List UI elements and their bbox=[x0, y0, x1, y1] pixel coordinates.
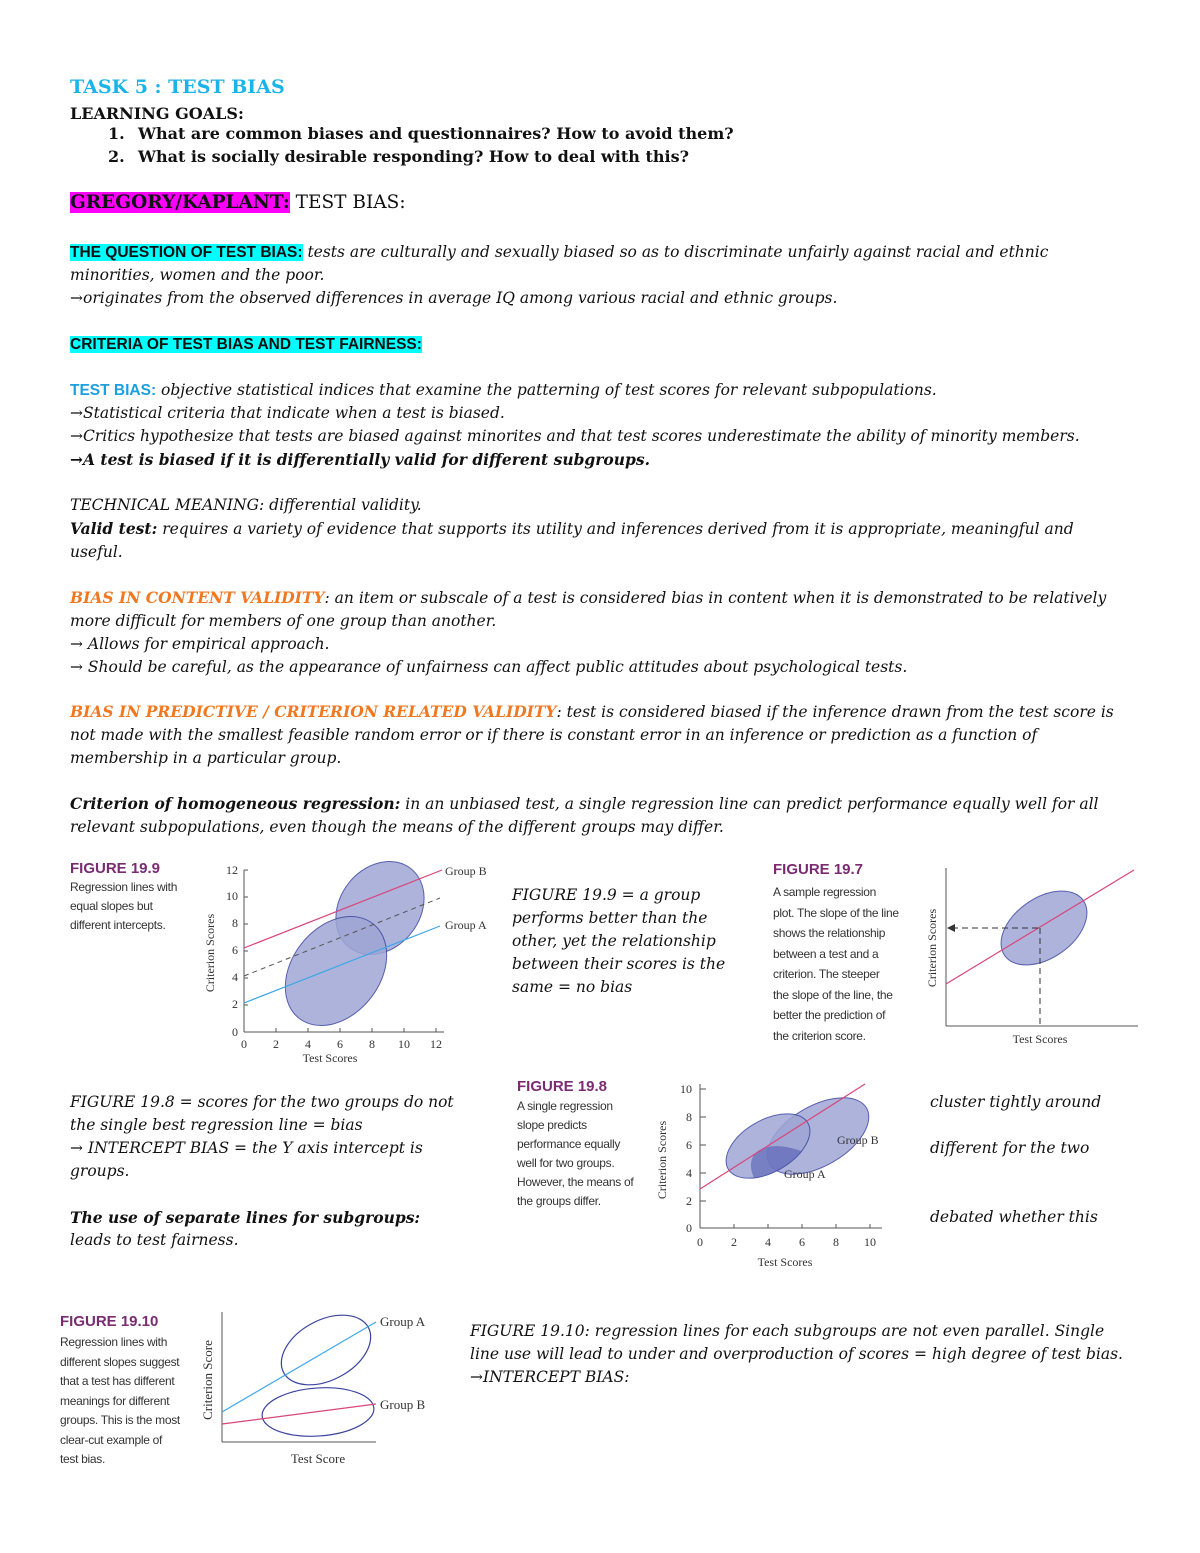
group-a-line bbox=[222, 1322, 376, 1412]
x-tick: 12 bbox=[430, 1037, 442, 1051]
test-bias-heading: TEST BIAS: bbox=[70, 382, 157, 399]
x-tick: 0 bbox=[241, 1037, 247, 1051]
fig198-note-right-2: different for the two bbox=[930, 1139, 1090, 1157]
x-tick: 2 bbox=[273, 1037, 279, 1051]
section-highlight: GREGORY/KAPLANT: bbox=[70, 192, 290, 213]
fig198-note-left: FIGURE 19.8 = scores for the two groups do not the single best regression line = bias → INTERCEPT BIAS = the Y axis intercept is groups. bbox=[70, 1093, 454, 1180]
group-a-label: Group A bbox=[445, 918, 487, 932]
question-paragraph: THE QUESTION OF TEST BIAS: tests are culturally and sexually biased so as to discriminate unfairly against racial and ethnic minorities, women and the poor. →originates from the observed differences in average IQ among various racial and ethnic groups. bbox=[70, 243, 1049, 307]
predictive-paragraph: BIAS IN PREDICTIVE / CRITERION RELATED VALIDITY: test is considered biased if the inference drawn from the test score is not made with the smallest feasible random error or if there is constant error in an inference or prediction as a function of membership in a particular group. bbox=[70, 702, 1114, 767]
group-b-label: Group B bbox=[380, 1397, 426, 1412]
section-heading: GREGORY/KAPLANT: TEST BIAS: bbox=[70, 192, 406, 213]
y-tick: 10 bbox=[680, 1082, 692, 1096]
content-validity-heading: BIAS IN CONTENT VALIDITY bbox=[70, 588, 325, 607]
x-tick: 4 bbox=[765, 1235, 771, 1249]
y-tick: 6 bbox=[232, 943, 238, 957]
y-tick: 4 bbox=[232, 970, 238, 984]
x-axis-label: Test Scores bbox=[302, 1051, 358, 1065]
y-tick: 4 bbox=[686, 1166, 692, 1180]
y-tick: 2 bbox=[232, 997, 238, 1011]
predictive-heading: BIAS IN PREDICTIVE / CRITERION RELATED VALIDITY bbox=[70, 702, 557, 721]
group-b-line bbox=[222, 1404, 376, 1424]
fig1910-caption: Regression lines with different slopes suggest that a test has different meanings for different groups. This is the most clear-cut example of test bias. bbox=[60, 1335, 180, 1466]
x-tick: 4 bbox=[305, 1037, 311, 1051]
x-tick: 6 bbox=[799, 1235, 805, 1249]
group-b-label: Group B bbox=[445, 864, 487, 878]
group-a-label: Group A bbox=[380, 1314, 426, 1329]
regression-line bbox=[946, 870, 1134, 984]
fig197-plot bbox=[920, 862, 1140, 1054]
x-tick: 8 bbox=[833, 1235, 839, 1249]
x-tick: 10 bbox=[398, 1037, 410, 1051]
x-tick: 10 bbox=[864, 1235, 876, 1249]
fig1910-note: FIGURE 19.10: regression lines for each subgroups are not even parallel. Single line use will lead to under and overproduction of scores = high degree of test bias. →INTERCEPT BIAS: bbox=[470, 1322, 1123, 1386]
fig197-caption: A sample regression plot. The slope of the line shows the relationship between a test and a criterion. The steeper the slope of the line, the better the prediction of the criterion score. bbox=[773, 885, 899, 1043]
fig199-label: FIGURE 19.9 bbox=[70, 860, 161, 877]
task-title: TASK 5 : TEST BIAS bbox=[70, 76, 285, 98]
y-axis-label: Criterion Scores bbox=[203, 913, 217, 993]
criteria-heading: CRITERIA OF TEST BIAS AND TEST FAIRNESS: bbox=[70, 336, 422, 353]
fig199-plot bbox=[196, 858, 506, 1068]
fig1910-label: FIGURE 19.10 bbox=[60, 1313, 159, 1330]
y-axis-label: Criterion Scores bbox=[655, 1120, 669, 1200]
question-heading: THE QUESTION OF TEST BIAS: bbox=[70, 244, 303, 261]
x-tick: 2 bbox=[731, 1235, 737, 1249]
group-a-label: Group A bbox=[784, 1167, 826, 1181]
x-axis-label: Test Scores bbox=[1012, 1032, 1068, 1046]
y-tick: 10 bbox=[226, 889, 238, 903]
group-a-ellipse bbox=[270, 1306, 383, 1399]
fig198-label: FIGURE 19.8 bbox=[517, 1078, 608, 1095]
fig199-note: FIGURE 19.9 = a group performs better than the other, yet the relationship between their scores is the same = no bias bbox=[512, 886, 726, 996]
y-axis-label: Criterion Score bbox=[200, 1340, 215, 1420]
y-tick: 12 bbox=[226, 863, 238, 877]
content-validity-paragraph: BIAS IN CONTENT VALIDITY: an item or subscale of a test is considered bias in content when it is demonstrated to be relatively more difficult for members of one group than another. → Allows for empirical approach. → Should be careful, as the appearance of unfairness can affect public attitudes about psychological tests. bbox=[70, 588, 1107, 676]
y-tick: 0 bbox=[232, 1025, 238, 1039]
separate-lines-note: The use of separate lines for subgroups: leads to test fairness. bbox=[70, 1208, 421, 1249]
y-tick: 8 bbox=[686, 1110, 692, 1124]
fig1910-plot bbox=[196, 1306, 456, 1476]
x-tick: 0 bbox=[697, 1235, 703, 1249]
arrowhead-icon bbox=[947, 924, 955, 932]
fig199-caption: Regression lines with equal slopes but different intercepts. bbox=[70, 880, 178, 932]
fig198-caption: A single regression slope predicts performance equally well for two groups. However, the means of the groups differ. bbox=[517, 1099, 634, 1208]
y-tick: 8 bbox=[232, 916, 238, 930]
fig198-plot bbox=[650, 1076, 920, 1272]
fig198-note-right-1: cluster tightly around bbox=[930, 1093, 1102, 1111]
fig197-label: FIGURE 19.7 bbox=[773, 861, 864, 878]
test-bias-paragraph: TEST BIAS: objective statistical indices that examine the patterning of test scores for relevant subpopulations. →Statistical criteria that indicate when a test is biased. →Critics hypothesize that tests are biased against minorites and that test scores underestimate the ability of minority members. →A test is biased if it is differentially valid for different subgroups. bbox=[70, 381, 1080, 469]
y-tick: 6 bbox=[686, 1138, 692, 1152]
fig198-note-right-3: debated whether this bbox=[930, 1208, 1098, 1226]
y-tick: 2 bbox=[686, 1194, 692, 1208]
y-axis-label: Criterion Scores bbox=[925, 908, 939, 988]
goal-item: 2. What is socially desirable responding? How to deal with this? bbox=[108, 147, 689, 166]
x-axis-label: Test Score bbox=[290, 1451, 346, 1466]
x-tick: 6 bbox=[337, 1037, 343, 1051]
x-tick: 8 bbox=[369, 1037, 375, 1051]
x-axis-label: Test Scores bbox=[757, 1255, 813, 1269]
technical-paragraph: TECHNICAL MEANING: differential validity. Valid test: requires a variety of evidence that supports its utility and inferences derived from it is appropriate, meaningful and useful. bbox=[70, 496, 1074, 561]
homogeneous-paragraph: Criterion of homogeneous regression: in an unbiased test, a single regression line can predict performance equally well for all relevant subpopulations, even though the means of the different groups may differ. bbox=[70, 794, 1099, 836]
group-b-label: Group B bbox=[837, 1133, 879, 1147]
goal-item: 1. What are common biases and questionnaires? How to avoid them? bbox=[108, 124, 734, 143]
learning-goals-label: LEARNING GOALS: bbox=[70, 104, 244, 123]
y-tick: 0 bbox=[686, 1221, 692, 1235]
